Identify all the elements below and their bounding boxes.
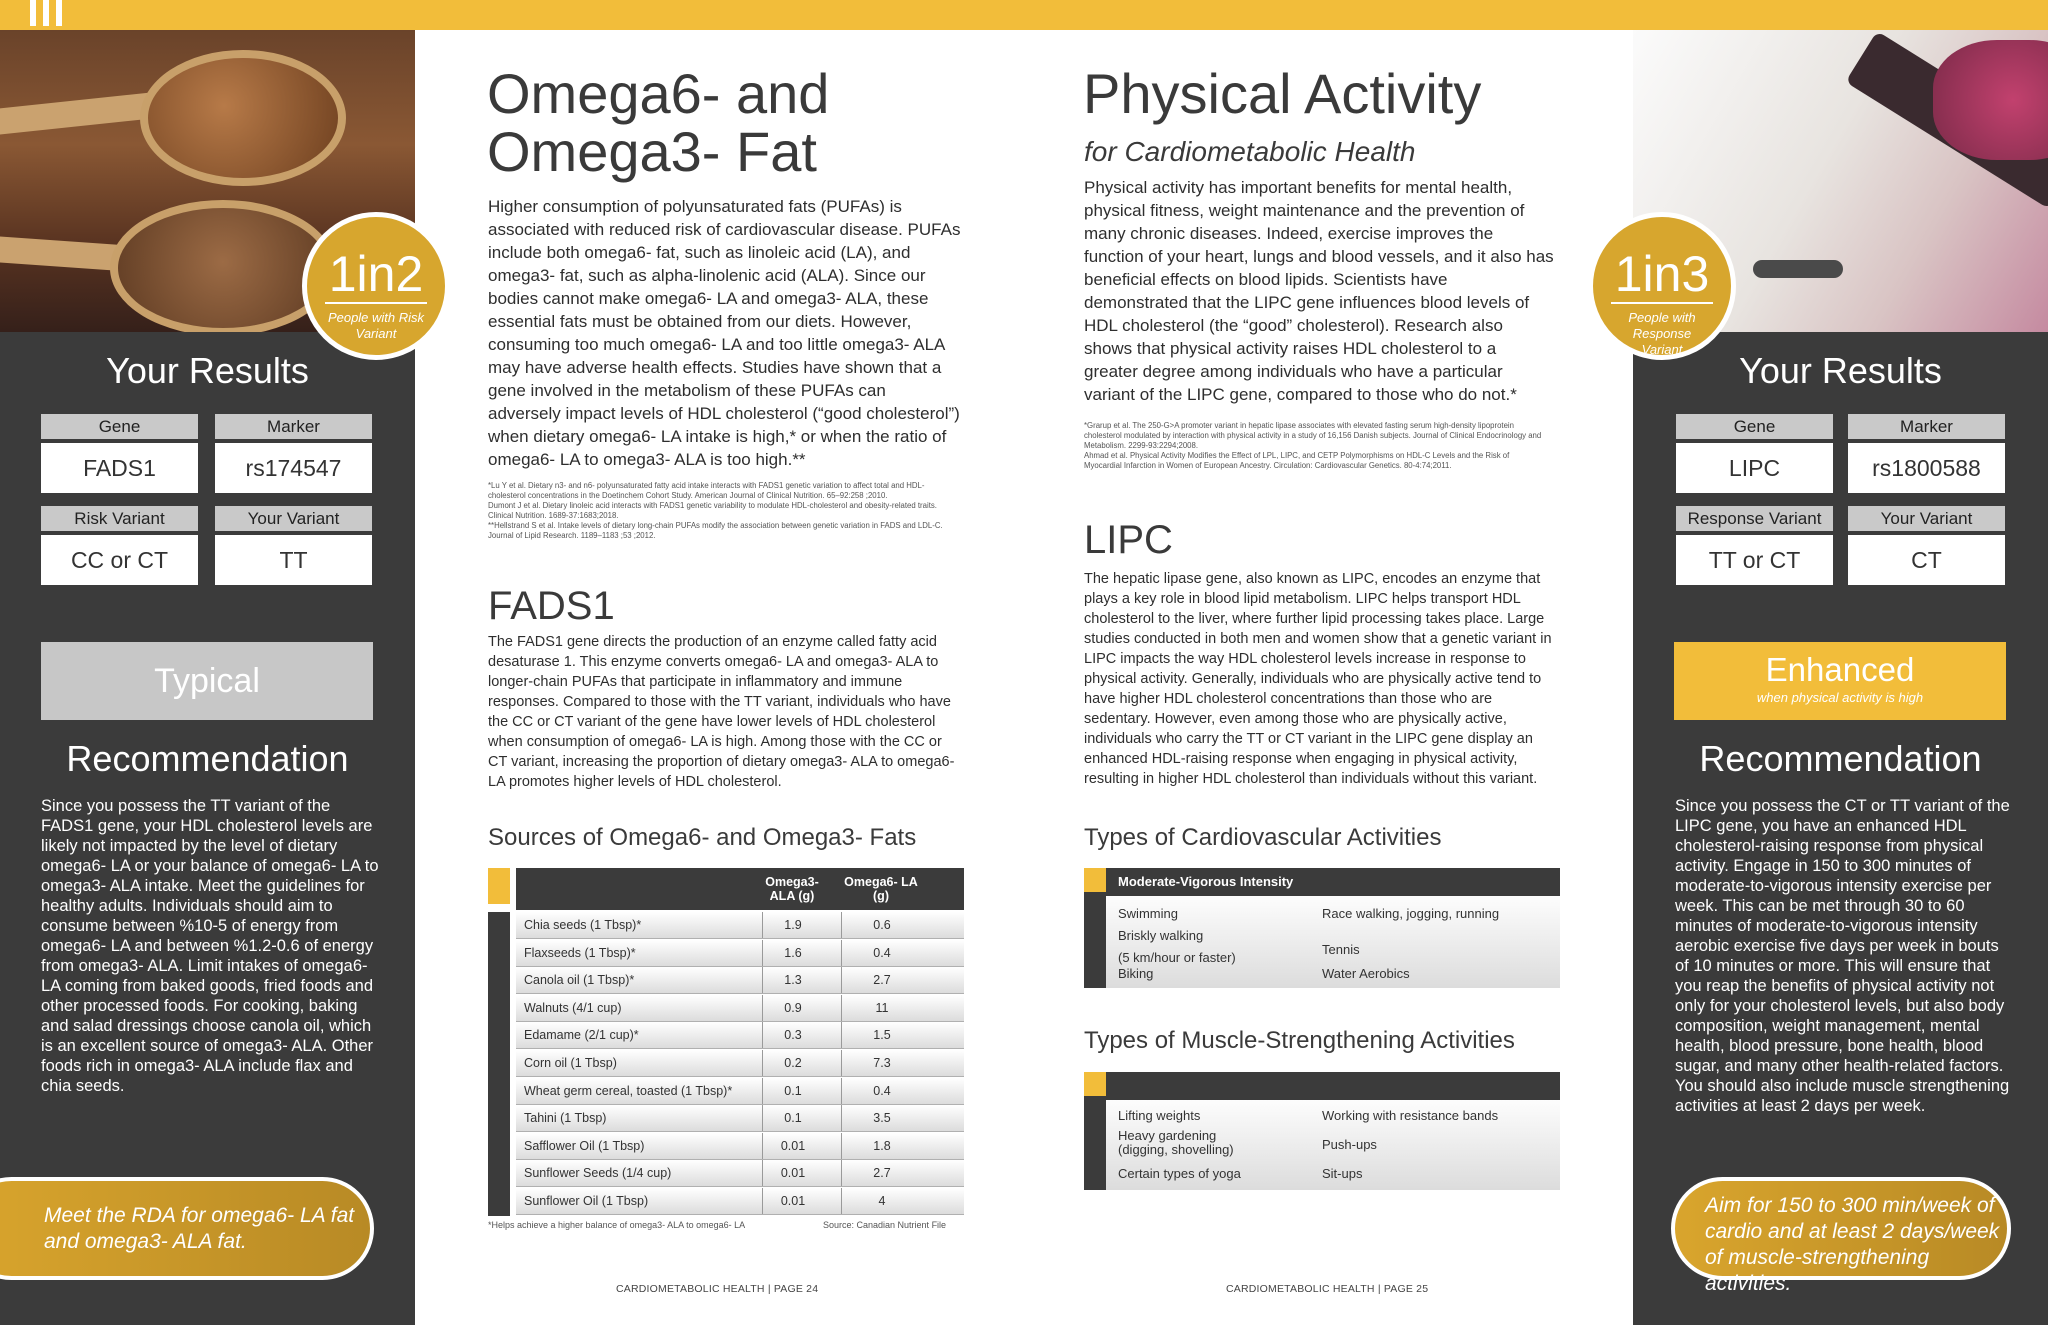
marker-header: Marker bbox=[215, 414, 372, 439]
col-header-ala: Omega3- ALA (g) bbox=[765, 875, 819, 903]
activity-item: Lifting weights bbox=[1118, 1108, 1201, 1123]
activity-intro: Physical activity has important benefits for mental health, physical fitness, weight maintenance and the prevention of many chronic diseases. Indeed, exercise improves the function of your heart, lungs and blood vessels, and it also has beneficial effects on blood lipids. Scientists have demonstrated that the LIPC gene influences blood levels of HDL cholesterol (the “good” cholesterol). Research also shows that physical activity raises HDL cholesterol to a greater degree among individuals who have a particular variant of the LIPC gene, compared to those who do not.* bbox=[1084, 178, 1554, 404]
badge-label: People with Response Variant bbox=[1628, 310, 1696, 357]
activity-item: Push-ups bbox=[1322, 1137, 1377, 1152]
ala-cell: 0.01 bbox=[762, 1160, 823, 1186]
bike-handlebar bbox=[1753, 260, 1843, 278]
ala-cell: 0.1 bbox=[762, 1105, 823, 1131]
la-cell: 2.7 bbox=[841, 967, 922, 993]
badge-number: 1in2 bbox=[328, 246, 424, 302]
footnotes: *Lu Y et al. Dietary n3- and n6- polyunsaturated fatty acid intake interacts with FADS1 genetic variation to affect total and HDL-cholesterol concentrations in the Doetinchem Cohort Study. American Journal of Clinical Nutrition. 65–92:258 ;2010. Dumont J et al. Dietary linoleic acid interacts with FADS1 genetic variability to modulate HDL-cholesterol and obesity-related traits. Clinical Nutrition. 1689-37:1683;2018. **Hellstrand S et al. Intake levels of dietary long-chain PUFAs modify the association between genetic variation in FADS and LDL-C. Journal of Lipid Research. 1189–1183 ;53 ;2012. bbox=[488, 481, 943, 540]
response-variant-value: TT or CT bbox=[1676, 535, 1833, 585]
marker-value: rs174547 bbox=[215, 443, 372, 493]
food-cell: Tahini (1 Tbsp) bbox=[524, 1111, 607, 1126]
table-row bbox=[516, 1050, 964, 1077]
activity-item: Sit-ups bbox=[1322, 1166, 1363, 1181]
flaxseed-spoon bbox=[140, 50, 346, 186]
la-cell: 0.4 bbox=[841, 940, 922, 966]
ala-cell: 0.3 bbox=[762, 1022, 823, 1048]
cardio-heading: Types of Cardiovascular Activities bbox=[1084, 824, 1442, 851]
table-accent bbox=[1084, 1072, 1106, 1096]
table-row bbox=[516, 1133, 964, 1160]
sources-table bbox=[488, 868, 964, 1216]
lipc-heading: LIPC bbox=[1084, 518, 1173, 562]
status-sublabel: when physical activity is high bbox=[1756, 690, 1924, 705]
table-row bbox=[516, 1078, 964, 1105]
table-header bbox=[516, 868, 964, 910]
your-variant-value: CT bbox=[1848, 535, 2005, 585]
risk-variant-value: CC or CT bbox=[41, 535, 198, 585]
your-variant-header: Your Variant bbox=[1848, 506, 2005, 531]
marker-value: rs1800588 bbox=[1848, 443, 2005, 493]
activity-item: Heavy gardening bbox=[1118, 1128, 1217, 1143]
la-cell: 0.4 bbox=[841, 1078, 922, 1104]
muscle-table bbox=[1084, 1072, 1560, 1192]
recommendation-text: Since you possess the CT or TT variant of the LIPC gene, you have an enhanced HDL cholesterol-raising response from physical activity. Engage in 150 to 300 minutes of moderate-to-vigorous intensity exercise per week. This can be met through 30 to 60 minutes of moderate-to-vigorous intensity aerobic exercise five days per week in bouts of 10 minutes or more. This will ensure that you reap the benefits of physical activity not only for your cholesterol levels, but also body composition, weight management, mental health, blood pressure, bone health, blood sugar, and many other health-related factors. You should also include muscle strengthening activities at least 2 days per week. bbox=[1675, 797, 2010, 1115]
page-title: Physical Activity bbox=[1083, 62, 1482, 125]
activity-item: (digging, shovelling) bbox=[1118, 1142, 1234, 1157]
table-sidebar bbox=[488, 912, 510, 1216]
fads1-paragraph: The FADS1 gene directs the production of an enzyme called fatty acid desaturase 1. This enzyme converts omega6- LA and omega3- ALA to longer-chain PUFAs that participate in inflammatory and immune responses. Compared to those with the TT variant, individuals who have the CC or CT variant of the gene have lower levels of HDL cholesterol when consumption of omega6- LA is high. Among those with the CC or CT variant, increasing the proportion of dietary omega3- ALA to omega6- LA promotes higher levels of HDL cholesterol. bbox=[488, 634, 955, 790]
ala-cell: 0.1 bbox=[762, 1078, 823, 1104]
intro-paragraph: Higher consumption of polyunsaturated fats (PUFAs) is associated with reduced risk of cardiovascular disease. PUFAs include both omega6- fat, such as linoleic acid (LA), and omega3- fat, such as alpha-linolenic acid (ALA). Since our bodies cannot make omega6- LA and omega3- ALA, these essential fats must be obtained from our diets. However, consuming too much omega6- LA and too little omega3- ALA may have adverse health effects. Studies have shown that a gene involved in the metabolism of these PUFAs can adversely impact levels of HDL cholesterol (“good cholesterol”) when dietary omega6- LA intake is high,* or when the ratio of omega6- LA to omega3- ALA is too high.** bbox=[488, 197, 961, 469]
table-source: Source: Canadian Nutrient File bbox=[823, 1220, 947, 1230]
food-cell: Edamame (2/1 cup)* bbox=[524, 1028, 639, 1043]
left-results-panel bbox=[0, 30, 425, 1325]
la-cell: 11 bbox=[841, 995, 922, 1021]
la-cell: 1.8 bbox=[841, 1133, 922, 1159]
food-cell: Sunflower Oil (1 Tbsp) bbox=[524, 1194, 649, 1208]
food-cell: Canola oil (1 Tbsp)* bbox=[524, 973, 635, 988]
ala-cell: 1.3 bbox=[762, 967, 823, 993]
fads1-heading: FADS1 bbox=[488, 584, 615, 628]
response-variant-header: Response Variant bbox=[1676, 506, 1833, 531]
badge-label: People with Risk Variant bbox=[327, 310, 425, 341]
food-cell: Wheat germ cereal, toasted (1 Tbsp)* bbox=[524, 1083, 733, 1098]
activity-item: Race walking, jogging, running bbox=[1322, 906, 1500, 921]
ala-cell: 0.9 bbox=[762, 995, 823, 1021]
activity-item: Working with resistance bands bbox=[1322, 1108, 1499, 1123]
status-typical: Typical bbox=[41, 642, 373, 720]
status-enhanced bbox=[1674, 642, 2006, 720]
stat-badge bbox=[302, 212, 450, 360]
ala-cell: 0.01 bbox=[762, 1188, 823, 1214]
food-cell: Safflower Oil (1 Tbsp) bbox=[524, 1138, 645, 1153]
seed-spoon bbox=[110, 200, 336, 332]
risk-variant-header: Risk Variant bbox=[41, 506, 198, 531]
table-accent bbox=[1084, 868, 1106, 892]
activity-footnotes: *Grarup et al. The 250-G>A promoter variant in hepatic lipase associates with elevated fasting serum high-density lipoprotein cholesterol modulated by interaction with physical activity in a study of 16,156 Danish subjects. Journal of Clinical Endocrinology and Metabolism. 2299-93:2294;2008. Ahmad et al. Physical Activity Modifies the Effect of LPL, LIPC, and CETP Polymorphisms on HDL-C Levels and the Risk of Myocardial Infarction in Women of European Ancestry. Circulation: Cardiovascular Genetics. 80-4:74;2011. bbox=[1084, 421, 1542, 470]
page-footer-24: CARDIOMETABOLIC HEALTH | PAGE 24 bbox=[616, 1283, 819, 1295]
cardio-table bbox=[1084, 868, 1560, 988]
your-variant-value: TT bbox=[215, 535, 372, 585]
col-header-la: Omega6- LA (g) bbox=[844, 875, 918, 903]
tip-pill: Aim for 150 to 300 min/week of cardio and at least 2 days/week of muscle-strengthening activities. bbox=[1671, 1177, 2011, 1280]
cardio-table-body bbox=[1106, 896, 1560, 988]
lipc-paragraph: The hepatic lipase gene, also known as LIPC, encodes an enzyme that plays a key role in blood lipid metabolism. LIPC helps transport HDL cholesterol to the liver, where further lipid processing takes place. Large studies conducted in both men and women show that a genetic variant in LIPC impacts the way HDL cholesterol levels increase in response to physical activity. Generally, individuals who are physically active tend to have higher HDL cholesterol concentrations than those who are sedentary. However, even among those who are physically active, individuals who carry the TT or CT variant in the LIPC gene display an enhanced HDL-raising response when engaging in physical activity, resulting in higher HDL cholesterol than individuals without this variant. bbox=[1084, 571, 1552, 787]
your-variant-header: Your Variant bbox=[215, 506, 372, 531]
page-title-line2: Omega3- Fat bbox=[487, 120, 817, 183]
activity-item: Tennis bbox=[1322, 942, 1360, 957]
food-cell: Chia seeds (1 Tbsp)* bbox=[524, 918, 642, 932]
page-subtitle: for Cardiometabolic Health bbox=[1084, 136, 1416, 167]
muscle-heading: Types of Muscle-Strengthening Activities bbox=[1084, 1027, 1515, 1054]
table-accent bbox=[488, 868, 510, 904]
results-title: Your Results bbox=[106, 350, 309, 391]
la-cell: 4 bbox=[841, 1188, 922, 1214]
stat-badge bbox=[1588, 212, 1736, 360]
recommendation-title: Recommendation bbox=[1699, 738, 1982, 779]
ala-cell: 0.01 bbox=[762, 1133, 823, 1159]
sources-heading: Sources of Omega6- and Omega3- Fats bbox=[488, 824, 917, 851]
marker-header: Marker bbox=[1848, 414, 2005, 439]
ala-cell: 1.6 bbox=[762, 940, 823, 966]
la-cell: 2.7 bbox=[841, 1160, 922, 1186]
activity-item: Water Aerobics bbox=[1322, 966, 1410, 981]
la-cell: 1.5 bbox=[841, 1022, 922, 1048]
page-footer-25: CARDIOMETABOLIC HEALTH | PAGE 25 bbox=[1226, 1283, 1429, 1295]
menu-bars-icon bbox=[30, 0, 66, 26]
badge-divider bbox=[1611, 302, 1713, 304]
activity-item: Briskly walking bbox=[1118, 928, 1204, 943]
table-sidebar bbox=[1084, 1096, 1106, 1190]
results-title: Your Results bbox=[1739, 350, 1942, 391]
right-results-panel bbox=[1614, 30, 2048, 1325]
activity-item: (5 km/hour or faster) bbox=[1118, 950, 1236, 965]
ala-cell: 0.2 bbox=[762, 1050, 823, 1076]
table-sidebar bbox=[1084, 892, 1106, 988]
cardio-table-header: Moderate-Vigorous Intensity bbox=[1106, 868, 1560, 896]
table-note: *Helps achieve a higher balance of omega3- ALA to omega6- LA bbox=[488, 1220, 746, 1230]
tip-pill: Meet the RDA for omega6- LA fat and omega3- ALA fat. bbox=[0, 1177, 374, 1280]
muscle-table-body bbox=[1106, 1100, 1560, 1190]
activity-item: Certain types of yoga bbox=[1118, 1166, 1241, 1181]
table-row bbox=[516, 1022, 964, 1049]
table-row bbox=[516, 1160, 964, 1187]
table-row bbox=[516, 940, 964, 967]
ala-cell: 1.9 bbox=[762, 912, 823, 938]
table-row bbox=[516, 1105, 964, 1132]
table-row bbox=[516, 912, 964, 939]
badge-divider bbox=[325, 302, 427, 304]
gene-header: Gene bbox=[1676, 414, 1833, 439]
activity-item: Swimming bbox=[1118, 906, 1178, 921]
table-row bbox=[516, 1188, 964, 1215]
recommendation-text: Since you possess the TT variant of the FADS1 gene, your HDL cholesterol levels are likely not impacted by the level of dietary omega6- LA or your balance of omega6- LA to omega3- ALA intake. Meet the guidelines for healthy adults. Individuals should aim to consume between %10-5 of energy from omega6- LA and between %1.2-0.6 of energy from omega3- ALA. Limit intakes of omega6- LA coming from baked goods, fried foods and other processed foods. For cooking, baking and salad dressings choose canola oil, which is an excellent source of omega3- ALA. Other foods rich in omega3- ALA include flax and chia seeds. bbox=[41, 797, 379, 1095]
gene-value: FADS1 bbox=[41, 443, 198, 493]
table-row bbox=[516, 967, 964, 994]
food-cell: Walnuts (4/1 cup) bbox=[524, 1000, 622, 1015]
status-label: Enhanced bbox=[1765, 651, 1915, 688]
la-cell: 0.6 bbox=[841, 912, 922, 938]
la-cell: 3.5 bbox=[841, 1105, 922, 1131]
food-cell: Flaxseeds (1 Tbsp)* bbox=[524, 945, 636, 960]
activity-item: Biking bbox=[1118, 966, 1154, 981]
top-accent-bar bbox=[0, 0, 2048, 30]
la-cell: 7.3 bbox=[841, 1050, 922, 1076]
gene-header: Gene bbox=[41, 414, 198, 439]
food-cell: Corn oil (1 Tbsp) bbox=[524, 1056, 617, 1070]
gene-value: LIPC bbox=[1676, 443, 1833, 493]
food-cell: Sunflower Seeds (1/4 cup) bbox=[524, 1166, 672, 1181]
recommendation-title: Recommendation bbox=[66, 738, 349, 779]
table-row bbox=[516, 995, 964, 1022]
muscle-table-header bbox=[1106, 1072, 1560, 1100]
rider-figure bbox=[1933, 40, 2048, 160]
page-title-line1: Omega6- and bbox=[487, 62, 830, 125]
badge-number: 1in3 bbox=[1614, 246, 1710, 302]
